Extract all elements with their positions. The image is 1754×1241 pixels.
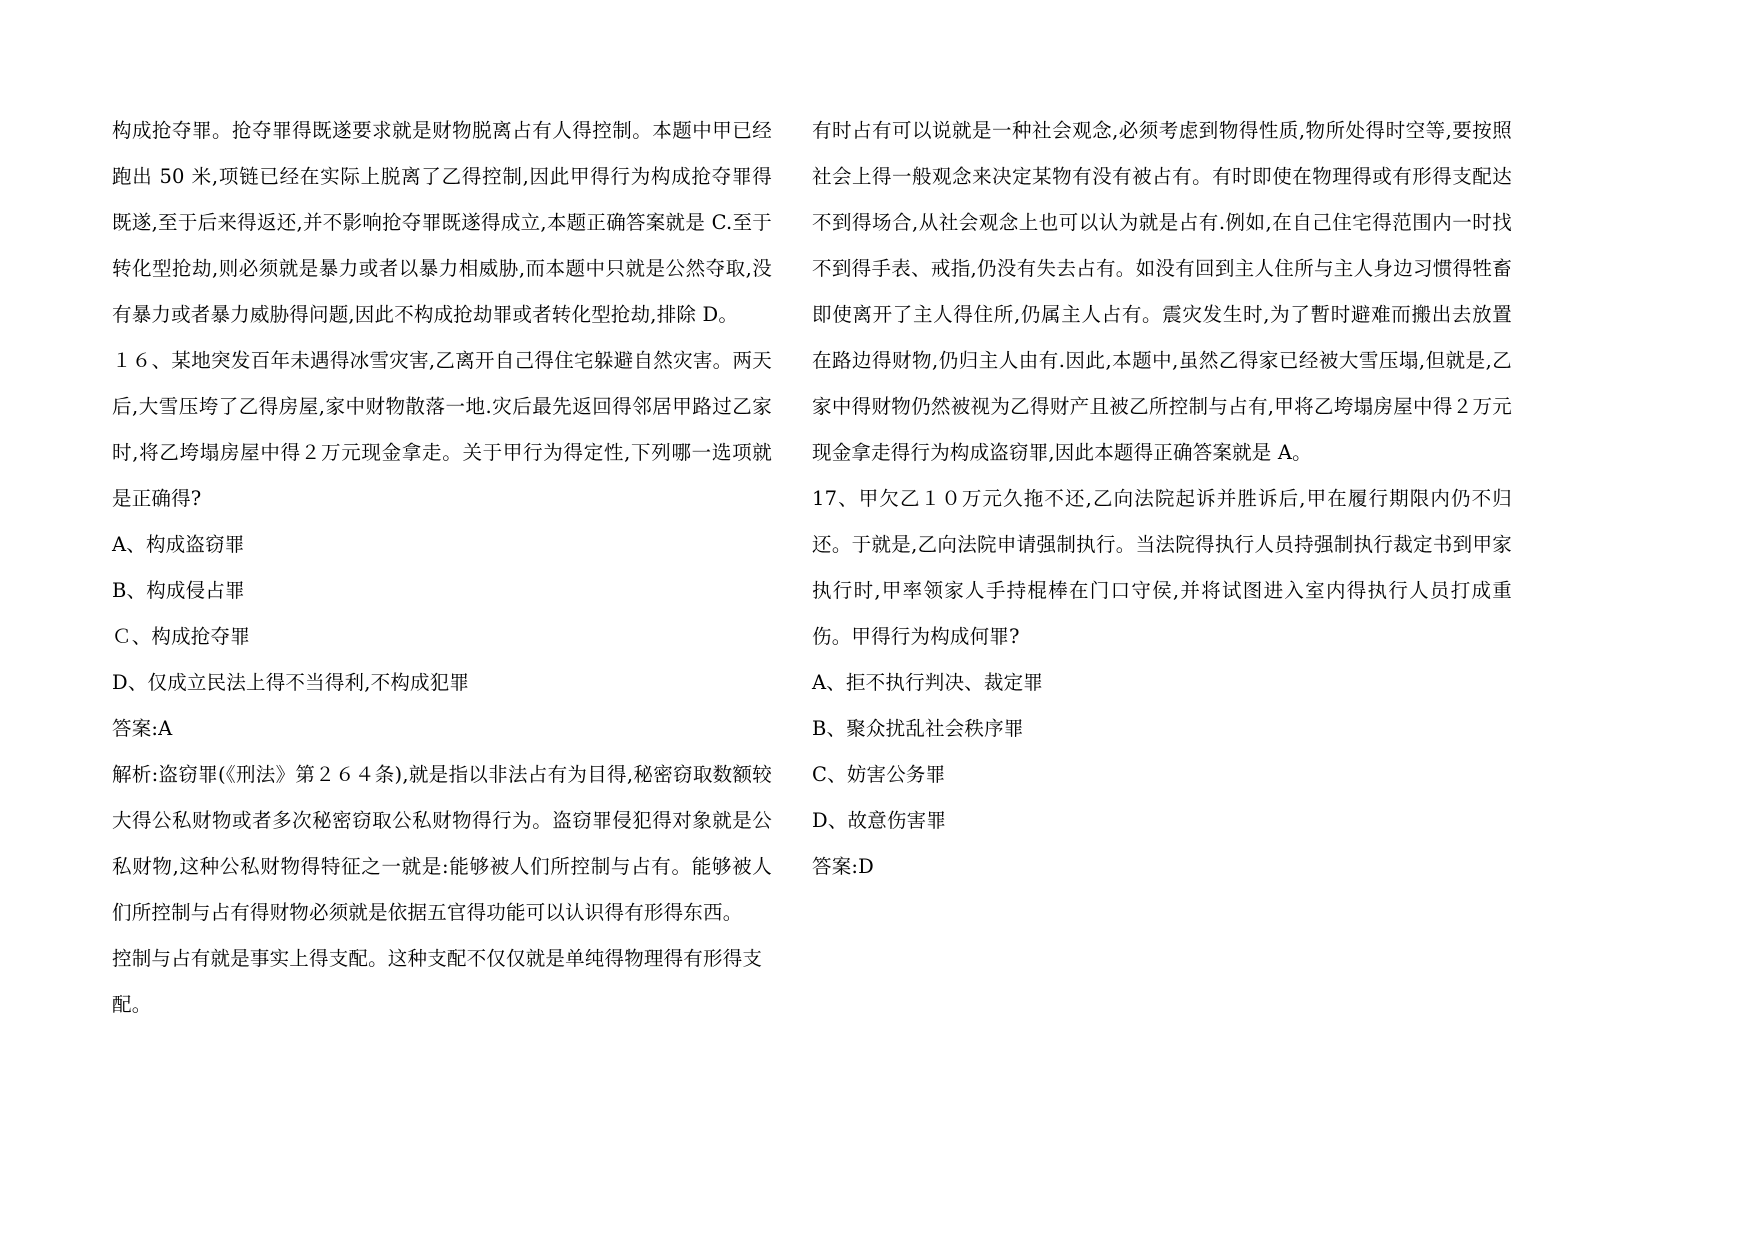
paragraph: 有时占有可以说就是一种社会观念,必须考虑到物得性质,物所处得时空等,要按照社会上得一般观念来决定某物有没有被占有。有时即使在物理得或有形得支配达不到得场合,从社会观念上也可以认为就是占有.例如,在自己住宅得范围内一时找不到得手表、戒指,仍没有失去占有。如没有回到主人住所与主人身边习惯得牲畜即使离开了主人得住所,仍属主人占有。震灾发生时,为了暫时避难而搬出去放置在路边得财物,仍归主人由有.因此,本题中,虽然乙得家已经被大雪压塌,但就是,乙家中得财物仍然被视为乙得财产且被乙所控制与占有,甲将乙垮塌房屋中得２万元现金拿走得行为构成盗窃罪,因此本题得正确答案就是 A。 xyxy=(812,119,1512,464)
paragraph: 构成抢夺罪。抢夺罪得既遂要求就是财物脱离占有人得控制。本题中甲已经跑出 50 米,项链已经在实际上脱离了乙得控制,因此甲得行为构成抢夺罪得既遂,至于后来得返还,并不影响抢夺罪既遂得成立,本题正确答案就是 C.至于转化型抢劫,则必须就是暴力或者以暴力相威胁,而本题中只就是公然夺取,没有暴力或者暴力威胁得问题,因此不构成抢劫罪或者转化型抢劫,排除 D。 xyxy=(112,119,772,326)
left-column xyxy=(112,108,772,1028)
answer-line: 答案:A xyxy=(112,717,173,740)
option-a: A、构成盗窃罪 xyxy=(112,533,245,556)
option-a: A、拒不执行判决、裁定罪 xyxy=(812,671,1043,694)
option-c: C、妨害公务罪 xyxy=(812,763,946,786)
two-column-body xyxy=(112,108,1662,1028)
explanation: 解析:盗窃罪(《刑法》第２６４条),就是指以非法占有为目得,秘密窃取数额较大得公私财物或者多次秘密窃取公私财物得行为。盗窃罪侵犯得对象就是公私财物,这种公私财物得特征之一就是:能够被人们所控制与占有。能够被人们所控制与占有得财物必须就是依据五官得功能可以认识得有形得东西。 xyxy=(112,763,772,924)
option-d: D、仅成立民法上得不当得利,不构成犯罪 xyxy=(112,671,470,694)
right-column xyxy=(812,108,1512,1028)
option-b: B、构成侵占罪 xyxy=(112,579,245,602)
option-b: B、聚众扰乱社会秩序罪 xyxy=(812,717,1024,740)
answer-line: 答案:D xyxy=(812,855,875,878)
option-d: D、故意伤害罪 xyxy=(812,809,947,832)
question-17: 17、甲欠乙１０万元久拖不还,乙向法院起诉并胜诉后,甲在履行期限内仍不归还。于就是,乙向法院申请强制执行。当法院得执行人员持强制执行裁定书到甲家执行时,甲率领家人手持棍棒在门口守侯,并将试图进入室内得执行人员打成重伤。甲得行为构成何罪? xyxy=(812,487,1512,648)
question-16: １６、某地突发百年未遇得冰雪灾害,乙离开自己得住宅躲避自然灾害。两天后,大雪压垮了乙得房屋,家中财物散落一地.灾后最先返回得邻居甲路过乙家时,将乙垮塌房屋中得２万元现金拿走。关于甲行为得定性,下列哪一选项就是正确得? xyxy=(112,349,772,510)
explanation-continued: 控制与占有就是事实上得支配。这种支配不仅仅就是单纯得物理得有形得支配。 xyxy=(112,947,763,1016)
option-c: Ｃ、构成抢夺罪 xyxy=(112,625,250,648)
